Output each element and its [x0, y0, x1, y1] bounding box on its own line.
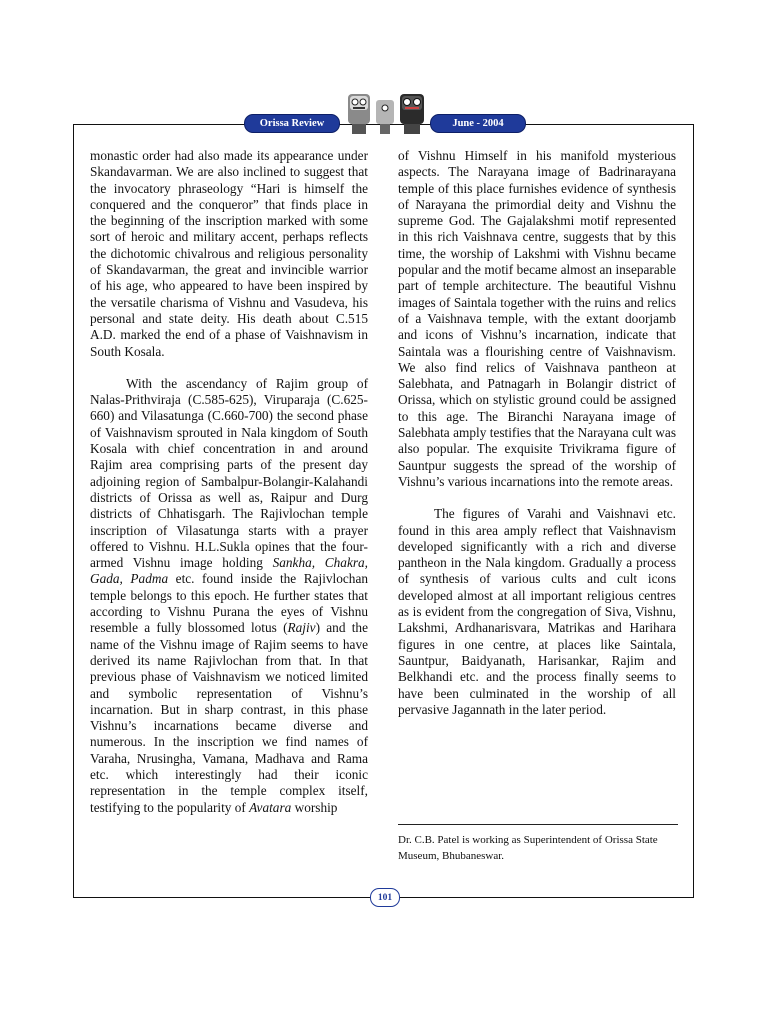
jagannath-trinity-logo — [346, 86, 426, 134]
journal-title-badge: Orissa Review — [244, 114, 340, 133]
right-text-column — [398, 148, 676, 718]
left-text-column — [90, 148, 368, 816]
paragraph: of Vishnu Himself in his manifold mysterious aspects. The Narayana image of Badrinarayana temple of this place furnishes evidence of synthesis of Narayana the primordial deity and Vishnu the supreme God. The Gajalakshmi motif represented in this rich Vaishnava centre, suggests that by this time, the worship of Lakshmi with Vishnu became popular and the motif became almost an inseparable part of temple architecture. The beautiful Vishnu images of Saintala together with the ruins and relics of a Vaishnava temple, with the extant doorjamb and icons of Vishnu’s incarnation, indicate that Saintala was a flourishing centre of Vaishnavism. We also find relics of Vaishnava pantheon at Salebhata, and Patnagarh in Bolangir district of Orissa, which on stylistic ground could be assigned to this age. The Biranchi Narayana image of Salebhata amply testifies that the Narayana cult was also popular. The exquisite Trivikrama figure of Sauntpur suggests the spread of the worship of Vishnu’s various incarnations into the remote areas. — [398, 148, 676, 489]
paragraph: With the ascendancy of Rajim group of Nalas-Prithviraja (C.585-625), Viruparaja (C.625-660) and Vilasatunga (C.660-700) the second phase of Vaishnavism sprouted in Nala kingdom of South Kosala with chief concentration in and around Rajim area comprising parts of the present day adjoining region of Sambalpur-Bolangir-Kalahandi districts of Orissa as well as, Raipur and Durg districts of Chhatisgarh. The Rajivlochan temple inscription of Vilasatunga starts with a prayer offered to Vishnu. H.L.Sukla opines that the four-armed Vishnu image holding Sankha, Chakra, Gada, Padma etc. found inside the Rajivlochan temple belongs to this epoch. He further states that according to Vishnu Purana the eyes of Vishnu resemble a fully blossomed lotus (Rajiv) and the name of the Vishnu image of Rajim seems to have derived its name Rajivlochan from that. In that previous phase of Vaishnavism we noticed limited and symbolic representation of Vishnu’s incarnation. But in sharp contrast, in this phase Vishnu’s incarnations became diverse and numerous. In the inscription we find names of Varaha, Nrusingha, Vamana, Madhava and Rama etc. which interestingly had their iconic representation in the temple complex itself, testifying to the popularity of Avatara worship — [90, 375, 368, 815]
paragraph: The figures of Varahi and Vaishnavi etc. found in this area amply reflect that Vaishnavism developed significantly with a rich and diverse pantheon in the Nala kingdom. Gradually a process of synthesis of various cults and cult icons developed almost at all important religious centres as is evident from the congregation of Siva, Vishnu, Lakshmi, Ardhanarisvara, Matrikas and Harihara figures in one centre, at places like Saintala, Sauntpur, Baidyanath, Harisankar, Rajim and Belkhandi etc. and the process finally seems to have been culminated in the worship of all pervasive Jagannath in the later period. — [398, 506, 676, 717]
paragraph: monastic order had also made its appearance under Skandavarman. We are also inclined to suggest that the invocatory phraseology “Hari is himself the conquered and the conqueror” that finds place in the beginning of the inscription marked with some sort of heroic and military accent, perhaps reflects the dichotomic chivalrous and religious personality of Skandavarman, the great and invincible warrior of his age, who appeared to have been inspired by the versatile charisma of Vishnu and Vasudeva, his personal and state deity. His death about C.515 A.D. marked the end of a phase of Vaishnavism in South Kosala. — [90, 148, 368, 359]
page-number: 101 — [370, 888, 400, 907]
author-footnote: Dr. C.B. Patel is working as Superintendent of Orissa State Museum, Bhubaneswar. — [398, 834, 658, 862]
issue-date-badge: June - 2004 — [430, 114, 526, 133]
footnote-divider — [398, 824, 678, 825]
